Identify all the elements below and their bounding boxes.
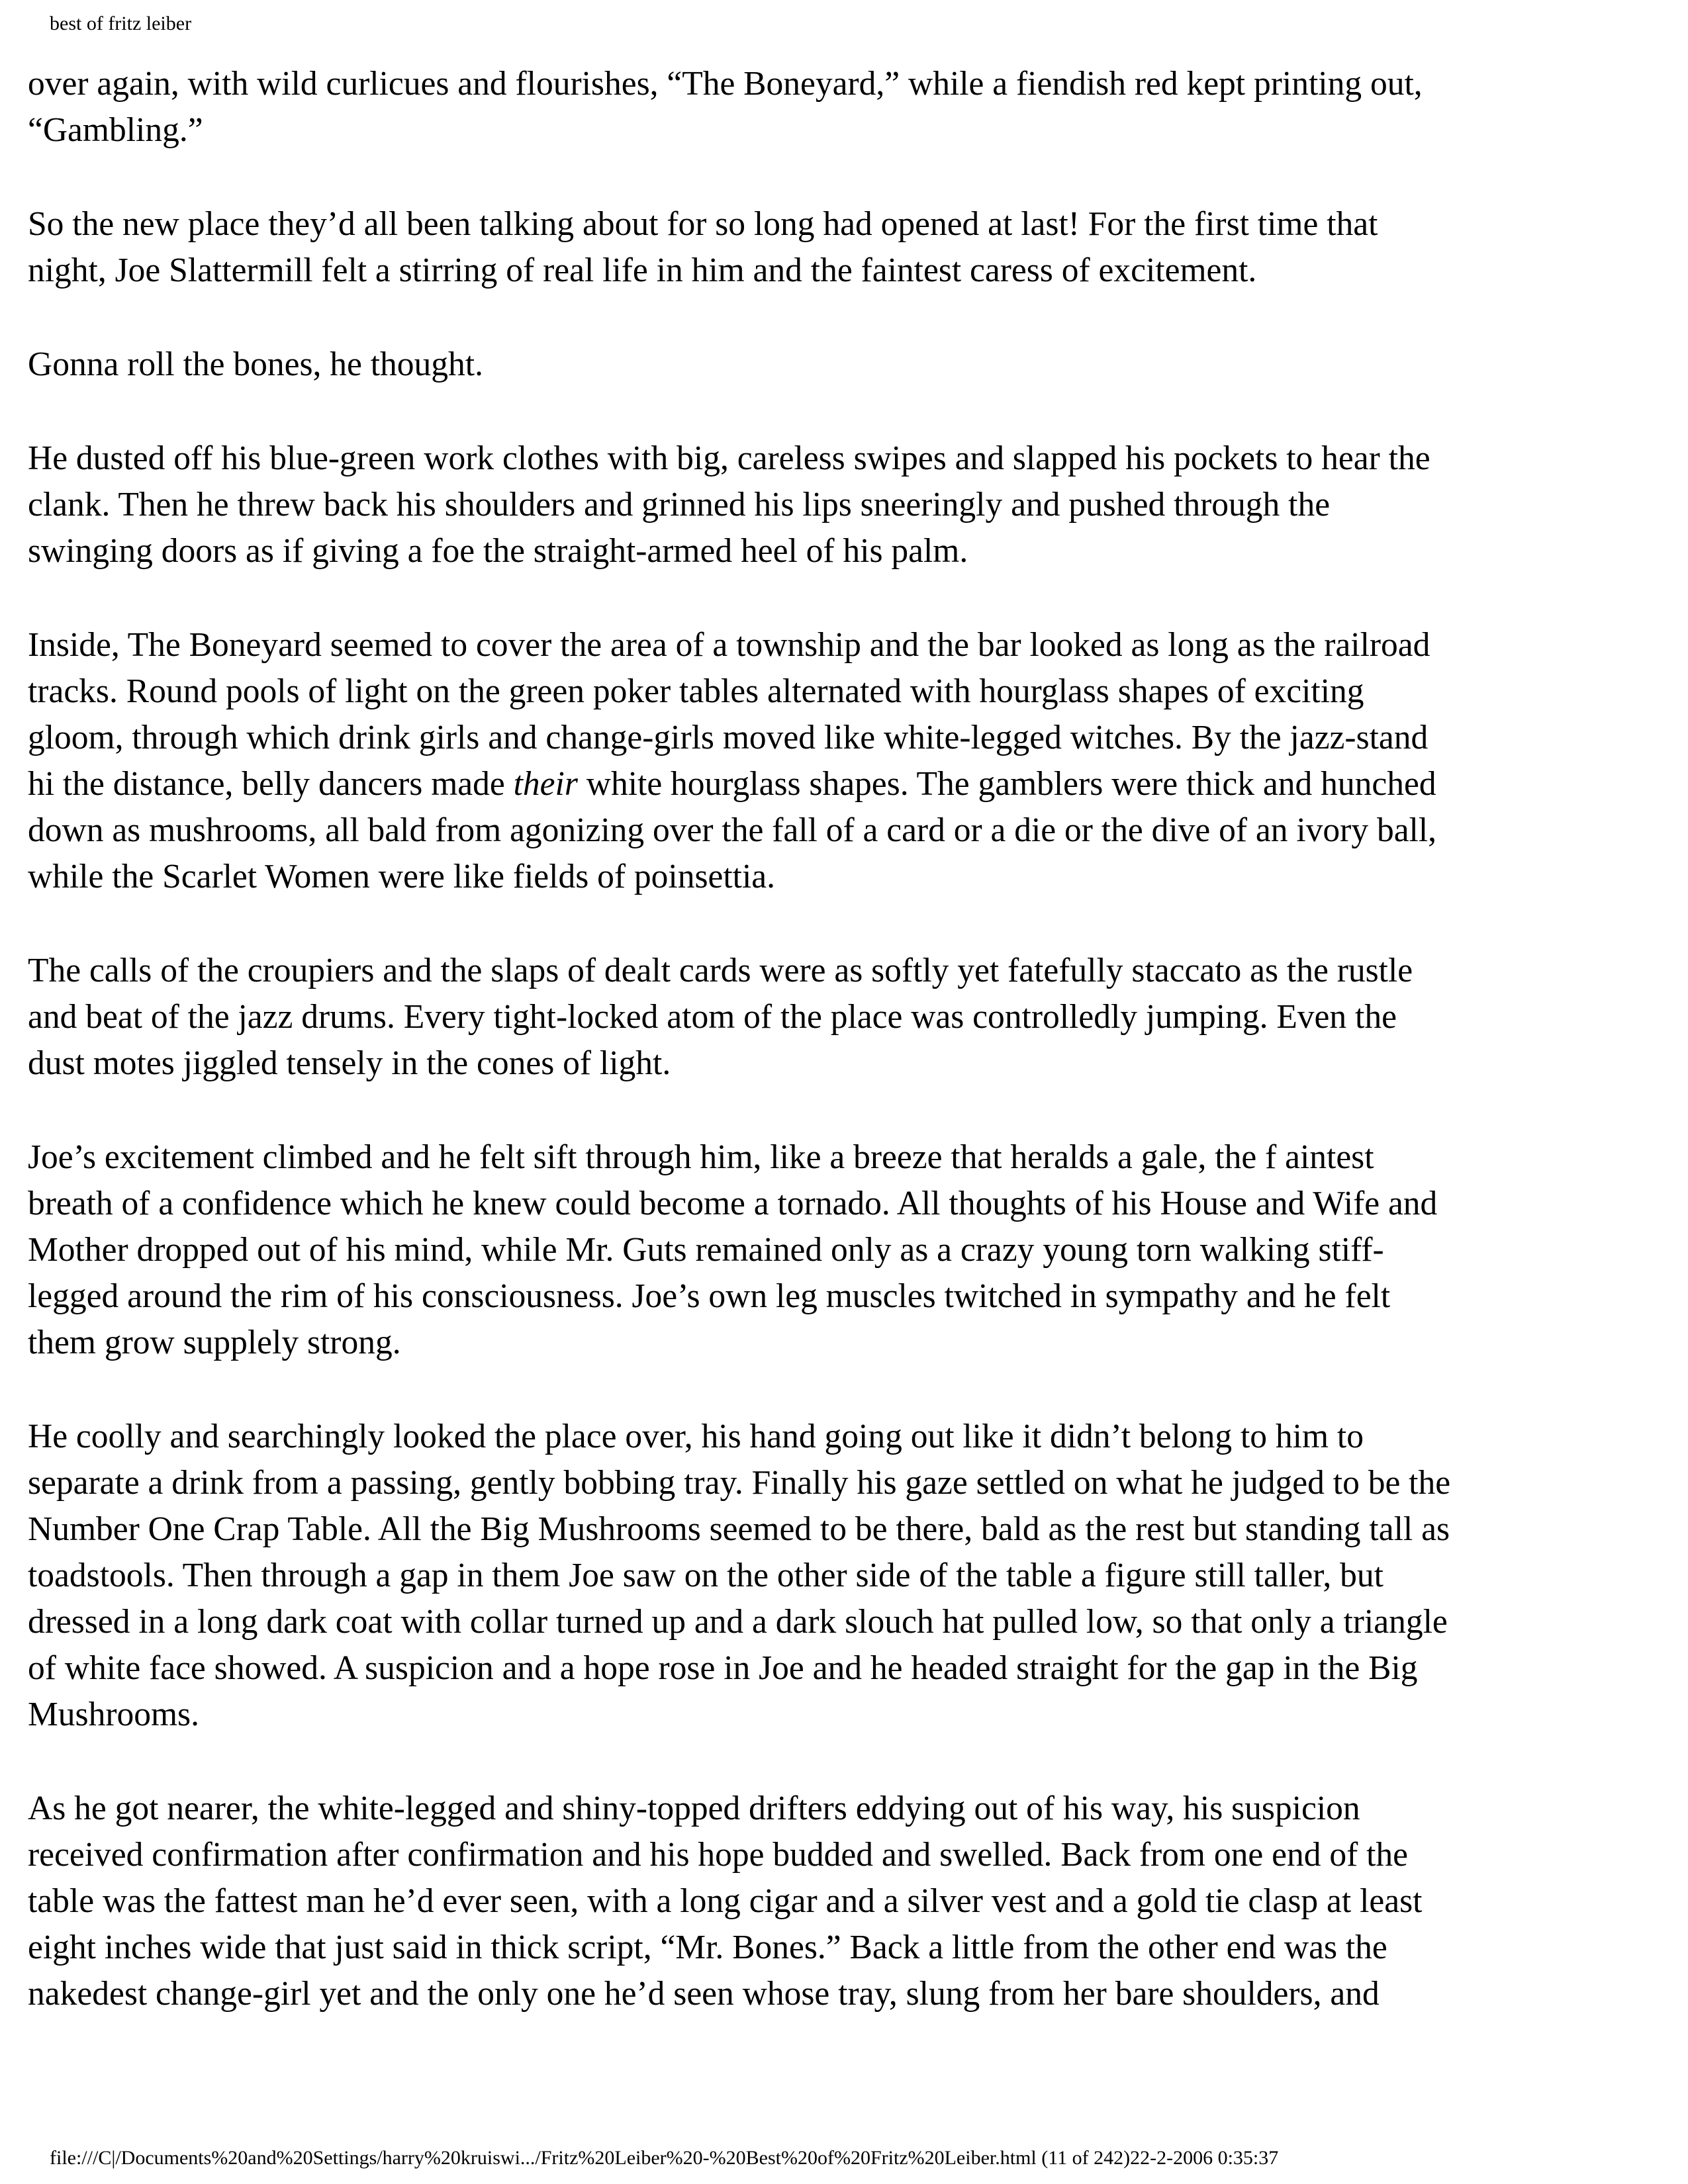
text-line: He dusted off his blue-green work clothes with big, careless swipes and slapped his pockets to hear the (28, 439, 1430, 477)
text-line: Inside, The Boneyard seemed to cover the area of a township and the bar looked as long as the railroad (28, 626, 1430, 664)
paragraph (28, 201, 1663, 294)
italic-word: their (513, 765, 578, 803)
text-line: The calls of the croupiers and the slaps of dealt cards were as softly yet fatefully staccato as the rustle (28, 952, 1413, 989)
text-line: separate a drink from a passing, gently bobbing tray. Finally his gaze settled on what he judged to be the (28, 1464, 1451, 1502)
page-header: best of fritz leiber (50, 13, 192, 34)
text-line (28, 761, 1663, 807)
text-line: breath of a confidence which he knew could become a tornado. All thoughts of his House and Wife and (28, 1185, 1438, 1222)
text-line: while the Scarlet Women were like fields of poinsettia. (28, 858, 776, 895)
paragraph (28, 1134, 1663, 1366)
text-line: Joe’s excitement climbed and he felt sift through him, like a breeze that heralds a gale, the f aintest (28, 1138, 1374, 1176)
text-line: them grow supplely strong. (28, 1324, 401, 1361)
text-line: dressed in a long dark coat with collar turned up and a dark slouch hat pulled low, so that only a triangle (28, 1603, 1448, 1641)
page-footer-path: file:///C|/Documents%20and%20Settings/harry%20kruiswi.../Fritz%20Leiber%20-%20Best%20of%20Fritz%20Leiber.html (11 of 242)22-2-2006 0:35:37 (50, 2147, 1279, 2169)
paragraph (28, 1414, 1663, 1738)
text-line: As he got nearer, the white-legged and shiny-topped drifters eddying out of his way, his suspicion (28, 1790, 1360, 1827)
paragraph (28, 61, 1663, 154)
text-line: Gonna roll the bones, he thought. (28, 345, 483, 383)
text-line: received confirmation after confirmation and his hope budded and swelled. Back from one end of the (28, 1836, 1409, 1874)
text-line: Mushrooms. (28, 1696, 199, 1733)
text-line: down as mushrooms, all bald from agonizing over the fall of a card or a die or the dive of an ivory ball, (28, 811, 1437, 849)
text-line: legged around the rim of his consciousness. Joe’s own leg muscles twitched in sympathy and he felt (28, 1277, 1391, 1315)
paragraph (28, 1786, 1663, 2017)
text-line: swinging doors as if giving a foe the straight-armed heel of his palm. (28, 532, 968, 570)
text-line: and beat of the jazz drums. Every tight-locked atom of the place was controlledly jumping. Even the (28, 998, 1397, 1036)
text-line: nakedest change-girl yet and the only one he’d seen whose tray, slung from her bare shoulders, and (28, 1975, 1380, 2013)
text-line: gloom, through which drink girls and change-girls moved like white-legged witches. By the jazz-stand (28, 719, 1429, 756)
text-line: He coolly and searchingly looked the place over, his hand going out like it didn’t belong to him to (28, 1418, 1364, 1455)
text-line: “Gambling.” (28, 111, 203, 149)
text-line: table was the fattest man he’d ever seen, with a long cigar and a silver vest and a gold tie clasp at least (28, 1882, 1423, 1920)
text-line: dust motes jiggled tensely in the cones of light. (28, 1044, 671, 1082)
text-line: toadstools. Then through a gap in them Joe saw on the other side of the table a figure still taller, but (28, 1557, 1383, 1594)
text-line: clank. Then he threw back his shoulders and grinned his lips sneeringly and pushed through the (28, 486, 1331, 523)
paragraph (28, 341, 1663, 388)
text-line: over again, with wild curlicues and flourishes, “The Boneyard,” while a fiendish red kept printing out, (28, 65, 1423, 103)
text-line: So the new place they’d all been talking about for so long had opened at last! For the first time that (28, 205, 1378, 243)
text-line: night, Joe Slattermill felt a stirring of real life in him and the faintest caress of excitement. (28, 251, 1257, 289)
text-line: Number One Crap Table. All the Big Mushrooms seemed to be there, bald as the rest but standing tall as (28, 1510, 1450, 1548)
text-line: tracks. Round pools of light on the green poker tables alternated with hourglass shapes of exciting (28, 672, 1364, 710)
document-body (28, 61, 1663, 2065)
text-run: hi the distance, belly dancers made (28, 765, 514, 803)
text-line: Mother dropped out of his mind, while Mr. Guts remained only as a crazy young torn walking stiff- (28, 1231, 1384, 1269)
paragraph (28, 948, 1663, 1087)
text-run: white hourglass shapes. The gamblers were thick and hunched (577, 765, 1436, 803)
paragraph (28, 622, 1663, 900)
text-line: of white face showed. A suspicion and a hope rose in Joe and he headed straight for the gap in the Big (28, 1649, 1418, 1687)
text-line: eight inches wide that just said in thick script, “Mr. Bones.” Back a little from the other end was the (28, 1929, 1387, 1966)
paragraph (28, 435, 1663, 574)
